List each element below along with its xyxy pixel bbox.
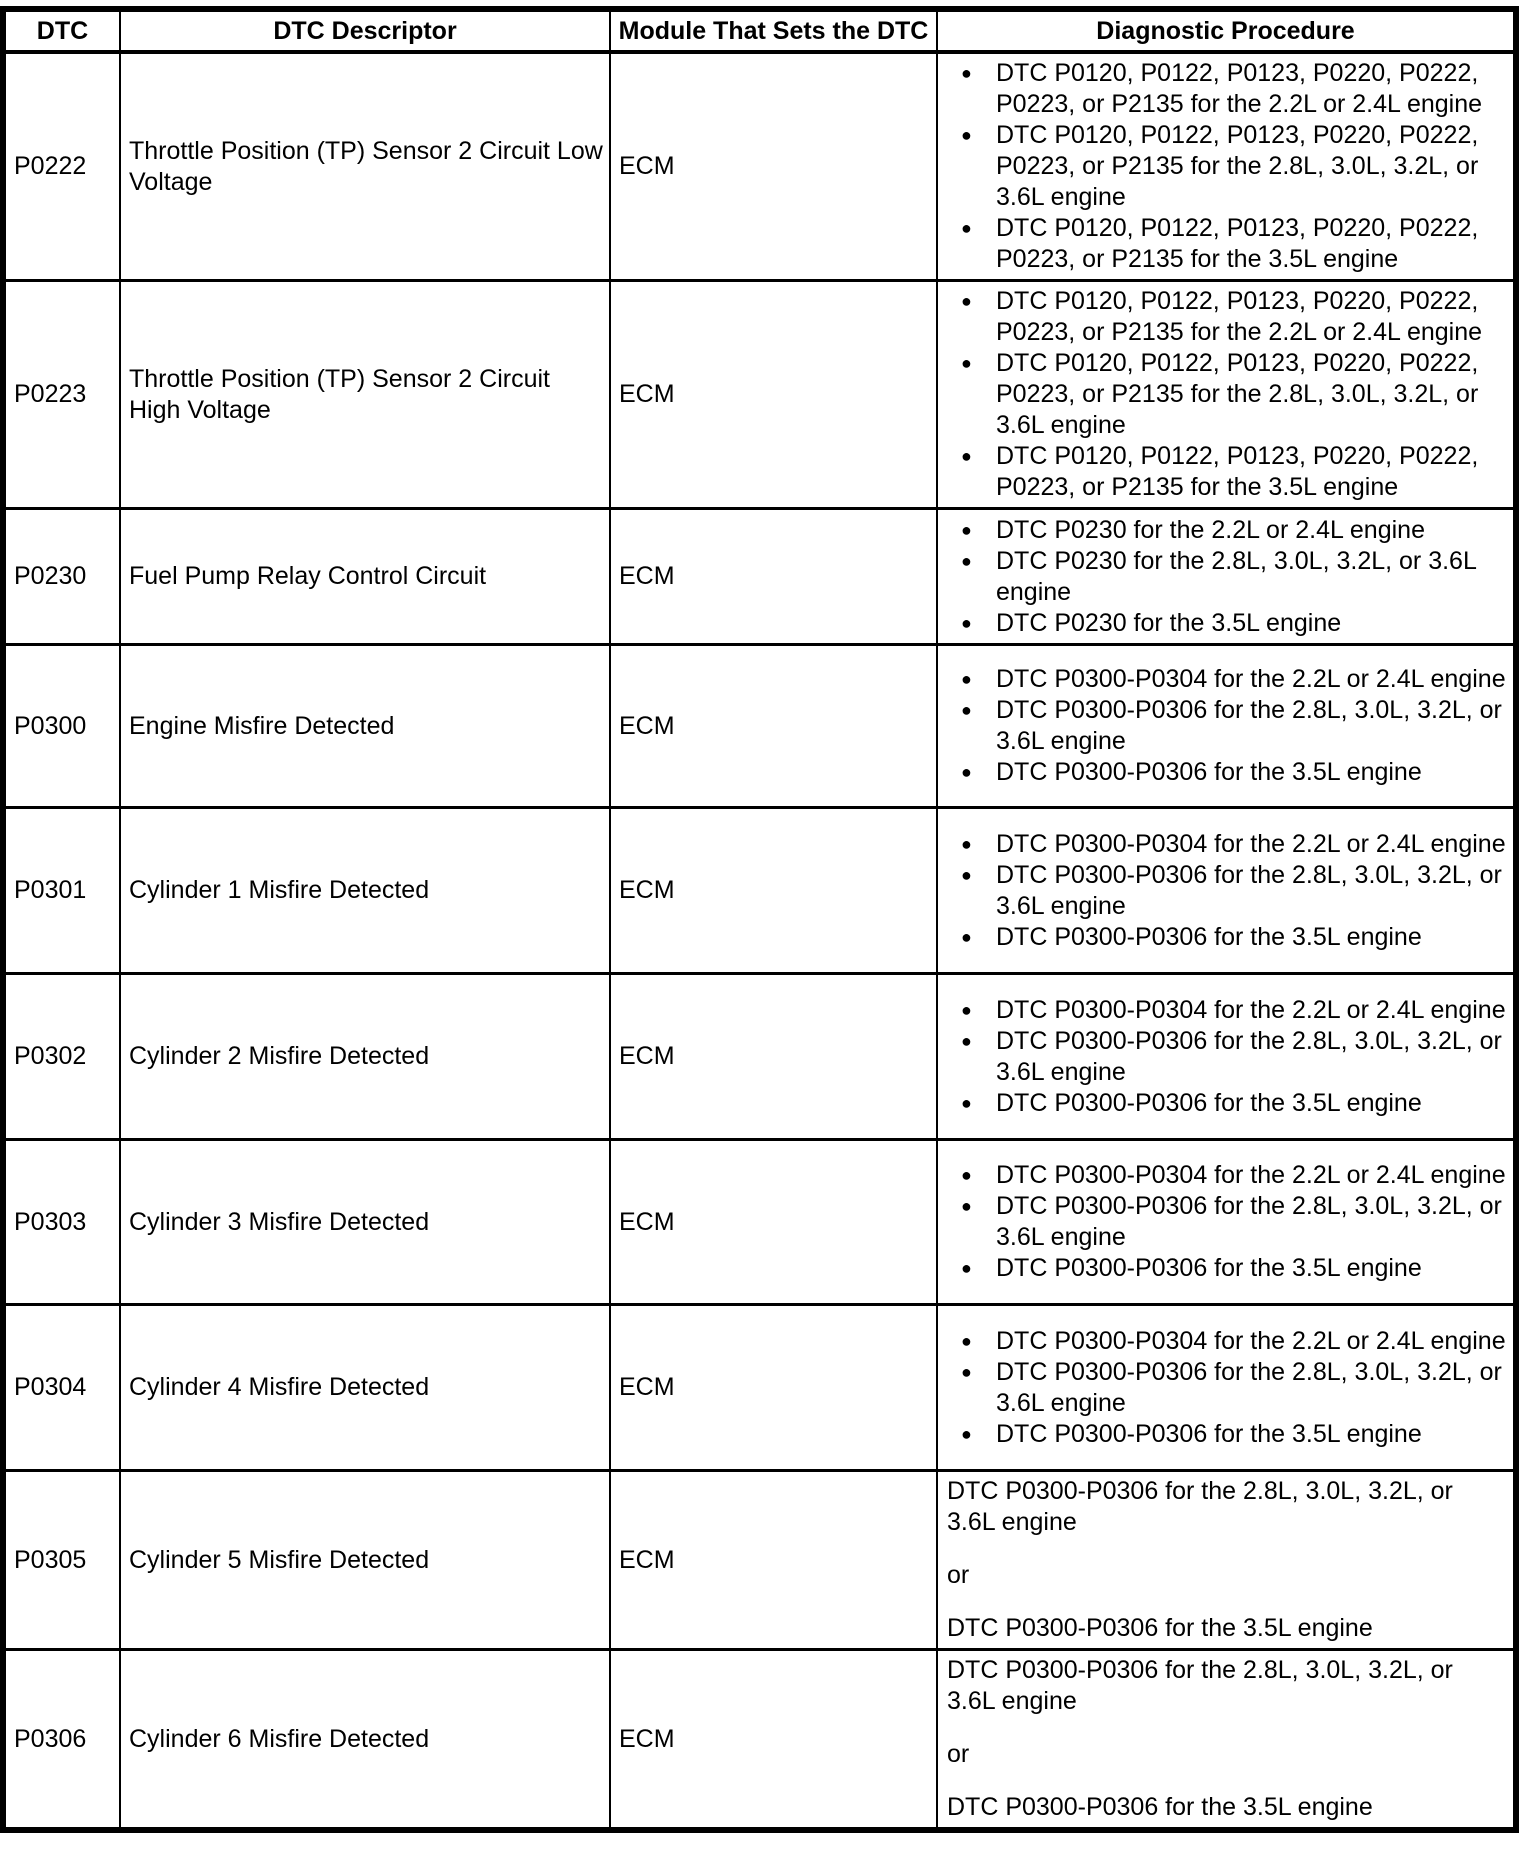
dtc-descriptor: Cylinder 5 Misfire Detected [120, 1471, 610, 1650]
procedure-list [938, 1160, 1513, 1284]
procedure-item: ● DTC P0300-P0306 for the 3.5L engine [996, 1088, 1506, 1119]
procedure-item: ● DTC P0300-P0304 for the 2.2L or 2.4L engine [996, 1326, 1506, 1357]
table-row-p0301 [3, 808, 1516, 974]
module-name: ECM [610, 974, 937, 1140]
dtc-code: P0301 [3, 808, 120, 974]
module-name: ECM [610, 808, 937, 974]
module-name: ECM [610, 1140, 937, 1305]
dtc-code: P0222 [3, 52, 120, 281]
dtc-descriptor: Cylinder 2 Misfire Detected [120, 974, 610, 1140]
procedure-item: ● DTC P0300-P0304 for the 2.2L or 2.4L engine [996, 995, 1506, 1026]
dtc-descriptor: Throttle Position (TP) Sensor 2 Circuit High Voltage [120, 281, 610, 509]
procedure-item: ● DTC P0300-P0306 for the 2.8L, 3.0L, 3.2L, or 3.6L engine [996, 860, 1506, 922]
header-module: Module That Sets the DTC [610, 9, 937, 52]
procedure-item: ● DTC P0300-P0306 for the 2.8L, 3.0L, 3.2L, or 3.6L engine [996, 695, 1506, 757]
procedure-paragraph: DTC P0300-P0306 for the 2.8L, 3.0L, 3.2L, or 3.6L engine [947, 1477, 1453, 1536]
procedure-paragraph: DTC P0300-P0306 for the 2.8L, 3.0L, 3.2L, or 3.6L engine [947, 1656, 1453, 1715]
dtc-code: P0302 [3, 974, 120, 1140]
procedure-list [938, 664, 1513, 788]
dtc-code: P0305 [3, 1471, 120, 1650]
dtc-code: P0223 [3, 281, 120, 509]
dtc-descriptor: Fuel Pump Relay Control Circuit [120, 509, 610, 645]
procedure-list [938, 829, 1513, 953]
module-name: ECM [610, 281, 937, 509]
procedure-cell [937, 645, 1516, 808]
procedure-cell [937, 509, 1516, 645]
procedure-cell [937, 1471, 1516, 1650]
header-procedure: Diagnostic Procedure [937, 9, 1516, 52]
table-row-p0230 [3, 509, 1516, 645]
dtc-descriptor: Cylinder 6 Misfire Detected [120, 1650, 610, 1831]
procedure-list [938, 515, 1513, 639]
procedure-item: ● DTC P0300-P0306 for the 2.8L, 3.0L, 3.2L, or 3.6L engine [996, 1026, 1506, 1088]
module-name: ECM [610, 52, 937, 281]
procedure-or-separator: or [947, 1740, 970, 1768]
procedure-item: ● DTC P0300-P0306 for the 3.5L engine [996, 1419, 1506, 1450]
header-dtc: DTC [3, 9, 120, 52]
procedure-item: ● DTC P0300-P0306 for the 3.5L engine [996, 1253, 1506, 1284]
dtc-code: P0303 [3, 1140, 120, 1305]
table-row-p0222 [3, 52, 1516, 281]
procedure-list [938, 58, 1513, 275]
module-name: ECM [610, 1650, 937, 1831]
dtc-code: P0306 [3, 1650, 120, 1831]
procedure-cell [937, 1140, 1516, 1305]
procedure-item: ● DTC P0230 for the 2.2L or 2.4L engine [996, 515, 1506, 546]
procedure-item: ● DTC P0300-P0306 for the 3.5L engine [996, 757, 1506, 788]
procedure-item: ● DTC P0230 for the 2.8L, 3.0L, 3.2L, or 3.6L engine [996, 546, 1506, 608]
procedure-item: ● DTC P0120, P0122, P0123, P0220, P0222, P0223, or P2135 for the 2.2L or 2.4L engine [996, 286, 1506, 348]
table-row-p0300 [3, 645, 1516, 808]
dtc-descriptor: Throttle Position (TP) Sensor 2 Circuit Low Voltage [120, 52, 610, 281]
dtc-descriptor: Cylinder 1 Misfire Detected [120, 808, 610, 974]
procedure-item: ● DTC P0300-P0306 for the 2.8L, 3.0L, 3.2L, or 3.6L engine [996, 1357, 1506, 1419]
procedure-item: ● DTC P0120, P0122, P0123, P0220, P0222, P0223, or P2135 for the 3.5L engine [996, 441, 1506, 503]
procedure-cell [937, 808, 1516, 974]
procedure-list [938, 286, 1513, 503]
procedure-cell [937, 281, 1516, 509]
procedure-item: ● DTC P0120, P0122, P0123, P0220, P0222, P0223, or P2135 for the 2.2L or 2.4L engine [996, 58, 1506, 120]
dtc-table [0, 6, 1519, 1833]
dtc-code: P0304 [3, 1305, 120, 1471]
table-row-p0305 [3, 1471, 1516, 1650]
table-row-p0306 [3, 1650, 1516, 1831]
table-row-p0223 [3, 281, 1516, 509]
module-name: ECM [610, 645, 937, 808]
procedure-item: ● DTC P0300-P0306 for the 2.8L, 3.0L, 3.2L, or 3.6L engine [996, 1191, 1506, 1253]
table-row-p0304 [3, 1305, 1516, 1471]
procedure-item: ● DTC P0300-P0304 for the 2.2L or 2.4L engine [996, 664, 1506, 695]
procedure-cell [937, 1305, 1516, 1471]
module-name: ECM [610, 1305, 937, 1471]
dtc-code: P0300 [3, 645, 120, 808]
procedure-item: ● DTC P0300-P0304 for the 2.2L or 2.4L engine [996, 1160, 1506, 1191]
dtc-code: P0230 [3, 509, 120, 645]
dtc-descriptor: Cylinder 4 Misfire Detected [120, 1305, 610, 1471]
procedure-paragraph: DTC P0300-P0306 for the 3.5L engine [947, 1793, 1373, 1821]
procedure-list [938, 1326, 1513, 1450]
procedure-cell [937, 974, 1516, 1140]
procedure-list [938, 995, 1513, 1119]
table-row-p0302 [3, 974, 1516, 1140]
procedure-item: ● DTC P0300-P0306 for the 3.5L engine [996, 922, 1506, 953]
dtc-descriptor: Cylinder 3 Misfire Detected [120, 1140, 610, 1305]
procedure-item: ● DTC P0120, P0122, P0123, P0220, P0222, P0223, or P2135 for the 2.8L, 3.0L, 3.2L, or 3.6L engine [996, 120, 1506, 213]
procedure-item: ● DTC P0120, P0122, P0123, P0220, P0222, P0223, or P2135 for the 2.8L, 3.0L, 3.2L, or 3.6L engine [996, 348, 1506, 441]
procedure-item: ● DTC P0120, P0122, P0123, P0220, P0222, P0223, or P2135 for the 3.5L engine [996, 213, 1506, 275]
procedure-or-separator: or [947, 1561, 970, 1589]
procedure-cell [937, 1650, 1516, 1831]
procedure-cell [937, 52, 1516, 281]
header-descriptor: DTC Descriptor [120, 9, 610, 52]
procedure-item: ● DTC P0300-P0304 for the 2.2L or 2.4L engine [996, 829, 1506, 860]
header-row [3, 9, 1516, 52]
dtc-descriptor: Engine Misfire Detected [120, 645, 610, 808]
procedure-item: ● DTC P0230 for the 3.5L engine [996, 608, 1506, 639]
module-name: ECM [610, 1471, 937, 1650]
procedure-paragraph: DTC P0300-P0306 for the 3.5L engine [947, 1614, 1373, 1642]
module-name: ECM [610, 509, 937, 645]
table-row-p0303 [3, 1140, 1516, 1305]
